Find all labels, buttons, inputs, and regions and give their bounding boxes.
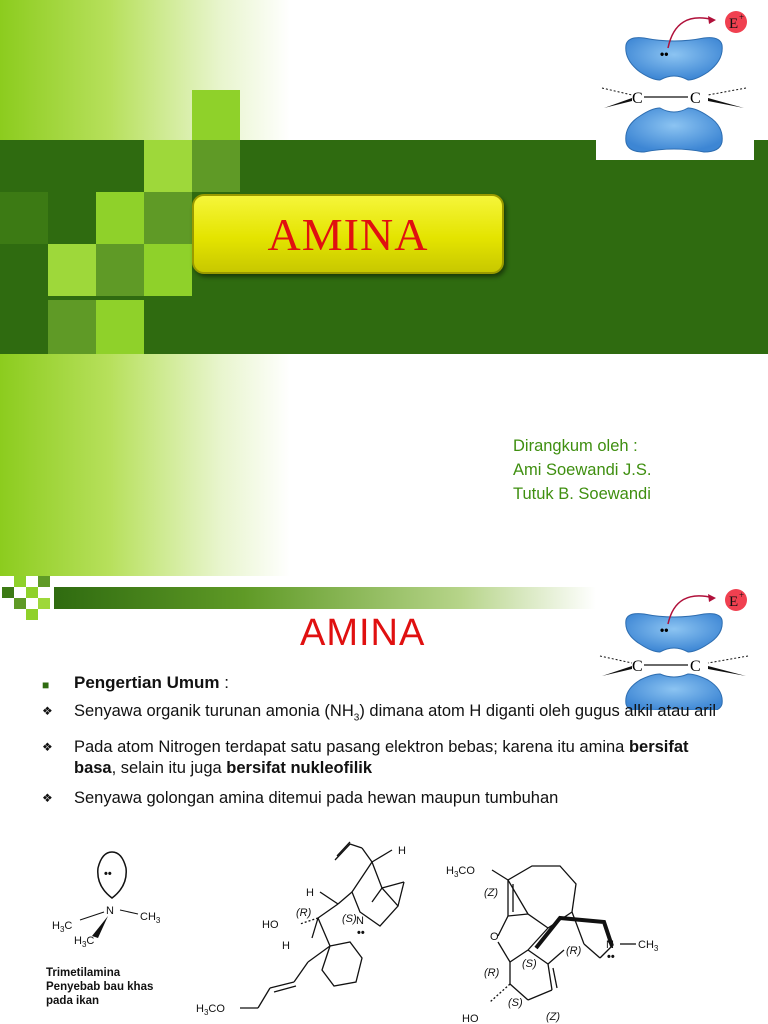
nitrogen-atom: N xyxy=(106,905,114,917)
heading-label: Pengertian Umum xyxy=(74,673,220,692)
electrophile-label: E xyxy=(729,594,739,610)
deco-square xyxy=(2,587,14,598)
svg-text:H3C xyxy=(74,935,94,949)
stereo-label: (S) xyxy=(342,913,357,925)
deco-square xyxy=(192,140,240,192)
nitrogen-atom: N xyxy=(356,915,364,927)
nitrogen-atom: N xyxy=(606,939,614,951)
methoxy-label: H xyxy=(196,1003,204,1015)
deco-square xyxy=(14,576,26,587)
heading-suffix: : xyxy=(219,673,229,692)
carbon-left: C xyxy=(632,658,643,675)
bold-term: bersifat basa xyxy=(74,738,689,778)
bullet-item xyxy=(42,737,722,779)
carbon-left: C xyxy=(632,90,643,107)
svg-text:H3CO xyxy=(196,1003,225,1017)
bullet-text: ) dimana atom H diganti oleh gugus alkil atau aril xyxy=(359,702,717,720)
quinine-labels xyxy=(196,845,406,1017)
deco-square xyxy=(0,192,48,244)
caption-line: Trimetilamina xyxy=(46,967,121,979)
svg-text:H3C xyxy=(52,920,72,934)
stereo-label: (R) xyxy=(296,907,312,919)
methyl-label: CH xyxy=(638,939,654,951)
bullet-text: Senyawa organik turunan amonia (NH xyxy=(74,702,354,720)
deco-square xyxy=(144,244,192,296)
stereo-label: (Z) xyxy=(484,887,499,899)
svg-text:CH3 xyxy=(140,911,161,925)
caption-line: pada ikan xyxy=(46,995,100,1007)
deco-square xyxy=(48,300,96,354)
methyl-label: C xyxy=(64,920,73,932)
stereo-label: (R) xyxy=(484,967,500,979)
lone-pair-dots: •• xyxy=(607,951,615,963)
hydrogen-label: H xyxy=(398,845,406,857)
lone-pair-dots: •• xyxy=(660,47,669,61)
deco-square xyxy=(48,244,96,296)
methoxy-label: H xyxy=(446,865,454,877)
subscript: 3 xyxy=(653,944,659,953)
bullet-heading xyxy=(42,672,722,693)
bold-term: bersifat nukleofilik xyxy=(226,759,373,778)
credits-label: Dirangkum oleh : xyxy=(513,437,638,455)
deco-square xyxy=(96,244,144,296)
credits xyxy=(513,434,651,506)
deco-square xyxy=(144,140,192,192)
deco-square xyxy=(26,609,38,620)
electrophile-charge: + xyxy=(739,12,745,22)
subscript: 3 xyxy=(203,1008,209,1017)
stereo-label: (Z) xyxy=(546,1011,561,1023)
morphine-structure xyxy=(490,866,636,1002)
bullet-text: Pada atom Nitrogen terdapat satu pasang elektron bebas; karena itu amina xyxy=(74,738,629,757)
subscript: 3 xyxy=(453,870,459,879)
subscript: 3 xyxy=(155,916,161,925)
slide-title: AMINA xyxy=(267,208,429,260)
deco-square xyxy=(38,598,50,609)
bullet-text: , selain itu juga xyxy=(111,759,227,778)
header-gradient-bar xyxy=(54,587,596,609)
diamond-bullet-icon: ❖ xyxy=(42,791,53,806)
bullet-list xyxy=(42,672,722,818)
svg-text:CH3 xyxy=(638,939,659,953)
square-bullet-icon: ■ xyxy=(42,678,50,692)
lower-orbital-lobe xyxy=(626,108,722,152)
subscript: 3 xyxy=(81,940,87,949)
electrophile-label: E xyxy=(729,16,739,32)
carbon-right: C xyxy=(690,90,701,107)
methoxy-label: CO xyxy=(458,865,475,877)
trimethylamine-caption xyxy=(46,966,153,1008)
deco-square xyxy=(144,192,192,244)
lone-pair-dots: •• xyxy=(104,868,112,880)
hydrogen-label: H xyxy=(282,940,290,952)
trimethylamine-structure xyxy=(52,852,161,949)
methoxy-label: CO xyxy=(208,1003,225,1015)
stereo-label: (S) xyxy=(522,958,537,970)
oxygen-atom: O xyxy=(490,931,499,943)
methyl-label: H xyxy=(74,935,82,947)
bullet-text: Senyawa golongan amina ditemui pada hewan maupun tumbuhan xyxy=(74,789,559,808)
methyl-label: CH xyxy=(140,911,156,923)
hydrogen-label: H xyxy=(306,887,314,899)
electrophile-charge: + xyxy=(739,590,745,600)
hydroxyl-label: HO xyxy=(262,919,279,931)
deco-square xyxy=(38,576,50,587)
author-2: Tutuk B. Soewandi xyxy=(513,485,651,503)
subscript: 3 xyxy=(353,712,360,724)
upper-orbital-lobe xyxy=(626,38,722,80)
lone-pair-dots: •• xyxy=(660,623,669,637)
slide-title: AMINA xyxy=(300,612,426,654)
orbital-diagram-card xyxy=(596,0,754,160)
hydroxyl-label: HO xyxy=(462,1013,479,1024)
deco-square xyxy=(96,192,144,244)
methyl-label: C xyxy=(86,935,95,947)
bullet-item xyxy=(42,701,722,728)
svg-text:H3CO xyxy=(446,865,475,879)
stereo-label: (R) xyxy=(566,945,582,957)
caption-line: Penyebab bau khas xyxy=(46,981,154,993)
deco-square xyxy=(26,587,38,598)
bullet-item xyxy=(42,788,722,809)
deco-square xyxy=(14,598,26,609)
content-slide xyxy=(0,576,768,1024)
deco-square xyxy=(192,90,240,140)
methyl-label: H xyxy=(52,920,60,932)
lone-pair-dots: •• xyxy=(357,927,365,939)
diamond-bullet-icon: ❖ xyxy=(42,704,53,718)
pi-orbital-diagram xyxy=(596,0,754,160)
author-1: Ami Soewandi J.S. xyxy=(513,461,652,479)
diamond-bullet-icon: ❖ xyxy=(42,740,53,755)
carbon-right: C xyxy=(690,658,701,675)
deco-square xyxy=(96,300,144,354)
title-box xyxy=(192,194,504,274)
subscript: 3 xyxy=(59,925,65,934)
upper-orbital-lobe xyxy=(626,614,722,652)
stereo-label: (S) xyxy=(508,997,523,1009)
